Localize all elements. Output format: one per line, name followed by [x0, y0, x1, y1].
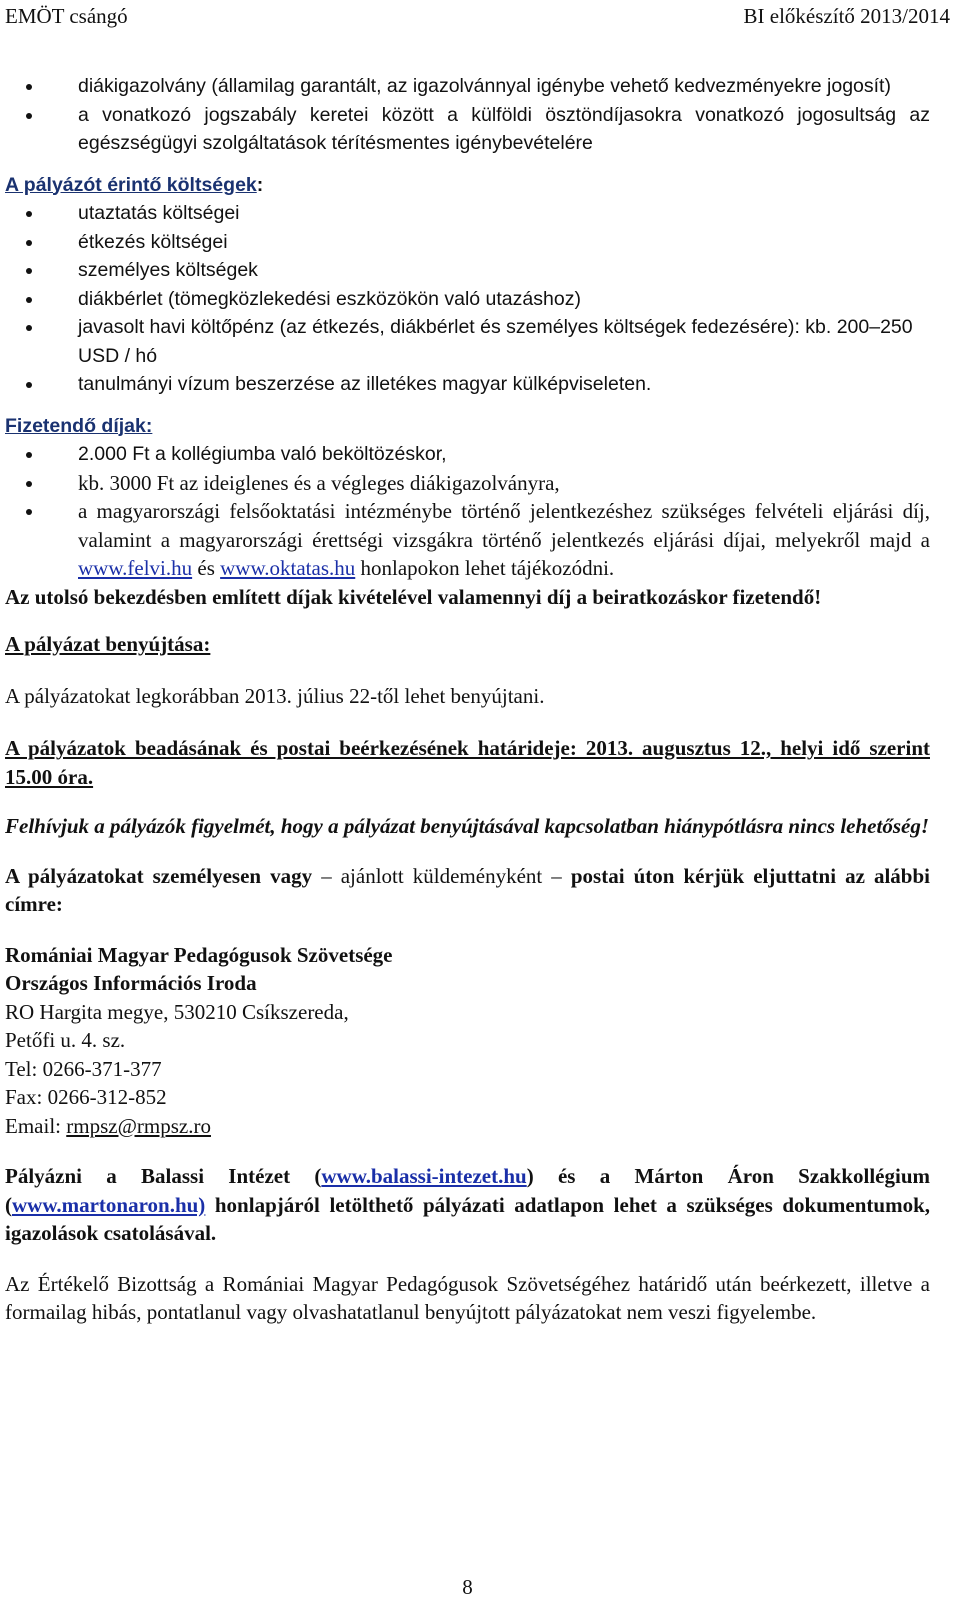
- fees-list: [5, 440, 930, 469]
- address-line2: Petőfi u. 4. sz.: [5, 1028, 126, 1052]
- closing-paragraph: Az Értékelő Bizottság a Romániai Magyar Pedagógusok Szövetségéhez határidő után beérkezett, illetve a formailag hibás, pontatlanul vagy olvashatatlanul benyújtott pályázatokat nem veszi figyelembe.: [5, 1271, 930, 1324]
- fees-heading: Fizetendő díjak:: [5, 414, 153, 437]
- fees-list-continued: [5, 469, 930, 583]
- felvi-link[interactable]: www.felvi.hu: [78, 556, 193, 580]
- list-item: 2.000 Ft a kollégiumba való beköltözéskor,: [78, 440, 930, 469]
- list-item: utaztatás költségei: [78, 199, 930, 228]
- submission-deadline: A pályázatok beadásának és postai beérkezésének határideje: 2013. augusztus 12., helyi idő szerint 15.00 óra.: [5, 736, 930, 789]
- list-item: javasolt havi költőpénz (az étkezés, diákbérlet és személyes költségek fedezésére): kb. 200–250 USD / hó: [78, 313, 930, 370]
- address-org: Romániai Magyar Pedagógusok Szövetsége: [5, 942, 393, 967]
- list-item: a magyarországi felsőoktatási intézménybe történő jelentkezéshez szükséges felvételi eljárási díj, valamint a magyarországi érettségi vizsgákra történő jelentkezés eljárási díjai, melyekről majd a www.felvi.hu és www.oktatas.hu honlapokon lehet tájékozódni.: [78, 497, 930, 583]
- balassi-link[interactable]: www.balassi-intezet.hu: [321, 1164, 527, 1188]
- costs-section: [5, 171, 930, 399]
- page-number: 8: [462, 1575, 473, 1599]
- list-item: a vonatkozó jogszabály keretei között a külföldi ösztöndíjasokra vonatkozó jogosultság az egészségügyi szolgáltatások térítésmentes igénybevételére: [78, 101, 930, 158]
- document-body: [5, 66, 930, 1327]
- costs-heading: A pályázót érintő költségek:: [5, 173, 264, 196]
- header-right: BI előkészítő 2013/2014: [743, 4, 950, 28]
- header-left: EMÖT csángó: [5, 4, 128, 28]
- address-email-row: Email: rmpsz@rmpsz.ro: [5, 1113, 211, 1138]
- oktatas-link[interactable]: www.oktatas.hu: [220, 556, 356, 580]
- costs-list: [5, 199, 930, 399]
- address-block: [5, 941, 930, 1141]
- submission-method: A pályázatokat személyesen vagy – ajánlott küldeményként – postai úton kérjük eljuttatni az alábbi címre:: [5, 863, 931, 916]
- list-item: diákbérlet (tömegközlekedési eszközökön való utazáshoz): [78, 285, 930, 314]
- submission-earliest: A pályázatokat legkorábban 2013. július 22-től lehet benyújtani.: [5, 683, 545, 708]
- address-line1: RO Hargita megye, 530210 Csíkszereda,: [5, 999, 349, 1024]
- list-item: tanulmányi vízum beszerzése az illetékes magyar külképviseleten.: [78, 370, 930, 399]
- submission-warning: Felhívjuk a pályázók figyelmét, hogy a pályázat benyújtásával kapcsolatban hiánypótlásra nincs lehetőség!: [5, 814, 929, 838]
- list-item: étkezés költségei: [78, 228, 930, 257]
- list-item: személyes költségek: [78, 256, 930, 285]
- fees-section: [5, 412, 930, 469]
- address-fax: Fax: 0266-312-852: [5, 1085, 167, 1109]
- download-paragraph: Pályázni a Balassi Intézet (www.balassi-intezet.hu) és a Márton Áron Szakkollégium (www.martonaron.hu) honlapjáról letölthető pályázati adatlapon lehet a szükséges dokumentumok, igazolások csatolásával.: [5, 1164, 930, 1245]
- email-link[interactable]: rmpsz@rmpsz.ro: [66, 1113, 211, 1138]
- list-item: kb. 3000 Ft az ideiglenes és a végleges diákigazolványra,: [78, 469, 930, 498]
- submission-section: [5, 630, 930, 919]
- address-office: Országos Információs Iroda: [5, 971, 257, 995]
- martonaron-link[interactable]: www.martonaron.hu): [12, 1192, 206, 1217]
- submission-heading: A pályázat benyújtása:: [5, 632, 211, 656]
- address-tel: Tel: 0266-371-377: [5, 1056, 162, 1081]
- list-item: diákigazolvány (államilag garantált, az igazolvánnyal igénybe vehető kedvezményekre jogosít): [78, 72, 930, 101]
- benefits-list: [5, 72, 930, 158]
- costs-heading-text: A pályázót érintő költségek: [5, 173, 257, 196]
- fees-note: Az utolsó bekezdésben említett díjak kivételével valamennyi díj a beiratkozáskor fizetendő!: [5, 584, 822, 609]
